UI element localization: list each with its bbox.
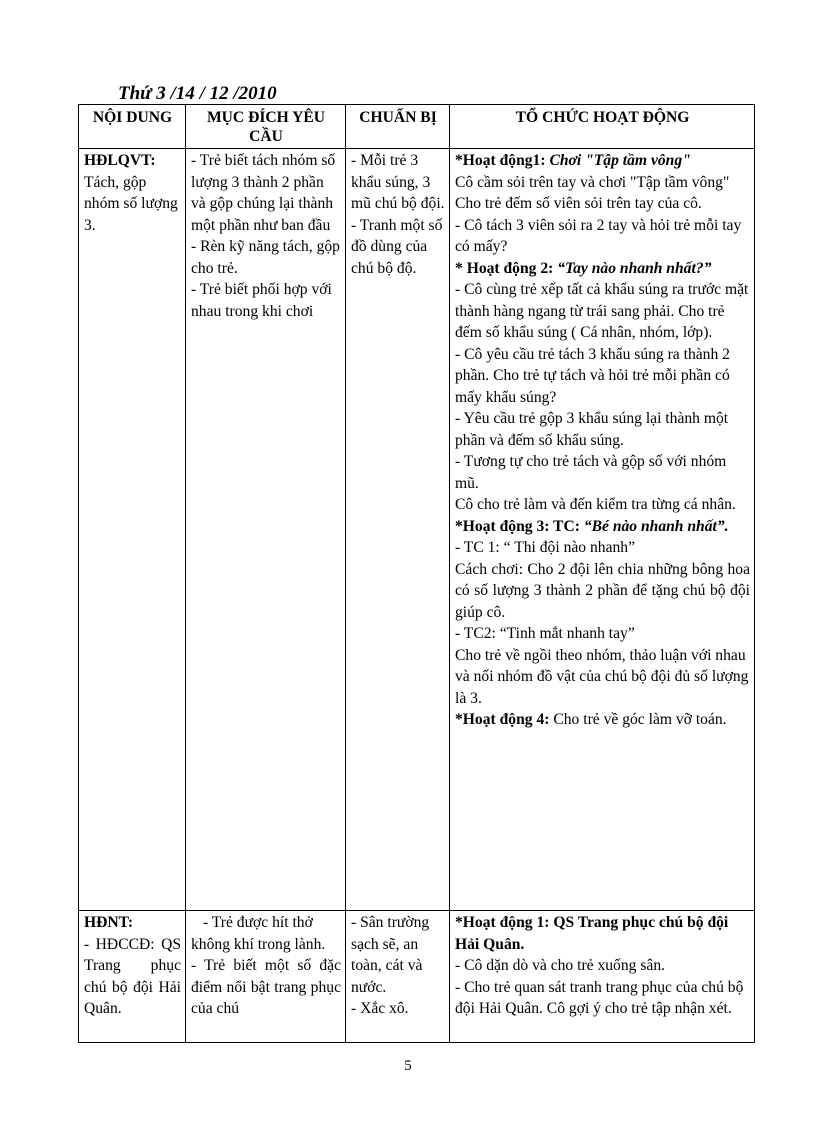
activity-plan-table <box>78 104 755 1043</box>
header-preparation: CHUẨN BỊ <box>346 105 450 149</box>
activity-paragraph: - Yêu cầu trẻ gộp 3 khẩu súng lại thành một phần và đếm số khẩu súng. <box>455 410 729 449</box>
row2-content-text: - HĐCCĐ: QS Trang phục chú bộ đội Hải Quân. <box>84 935 181 1017</box>
activity-paragraph: - Cô dặn dò và cho trẻ xuống sân. <box>455 957 666 974</box>
row2-activity1-title: : QS Trang phục chú bộ đội Hải Quân. <box>455 914 729 953</box>
activity-paragraph: Cô cho trẻ làm và đến kiểm tra từng cá nhân. <box>455 496 736 513</box>
row1-purpose-item: - Rèn kỹ năng tách, gộp cho trẻ. <box>191 238 340 277</box>
row2-prep-item: - Sân trường sạch sẽ, an toàn, cát và nước. <box>351 914 430 996</box>
activity2-title: “Tay nào nhanh nhất?” <box>557 259 712 277</box>
activity-paragraph: - TC2: “Tinh mắt nhanh tay” <box>455 625 635 642</box>
row2-purpose-item: - Trẻ được hít thở không khí trong lành. <box>191 914 326 953</box>
row1-content-cell <box>79 149 186 911</box>
row1-content-text: Tách, gộp nhóm số lượng 3. <box>84 173 178 234</box>
row2-prep-item: - Xắc xô. <box>351 1000 409 1017</box>
row2-activity1-label: *Hoạt động 1 <box>455 914 545 931</box>
row1-organization-cell <box>450 149 755 911</box>
activity1-label: *Hoạt động1: <box>455 152 550 169</box>
header-purpose: MỤC ĐÍCH YÊU CẦU <box>186 105 346 149</box>
activity4-label: *Hoạt động 4: <box>455 711 554 728</box>
row1-purpose-item: - Trẻ biết tách nhóm số lượng 3 thành 2 phần và gộp chúng lại thành một phần như ban đầu <box>191 152 336 234</box>
row2-prep-cell <box>346 911 450 1043</box>
activity2-label: * Hoạt động 2: <box>455 259 558 277</box>
row2-content-label: HĐNT: <box>84 914 134 931</box>
row1-purpose-item: - Trẻ biết phối hợp với nhau trong khi chơi <box>191 281 332 320</box>
activity-paragraph: - Cô yêu cầu trẻ tách 3 khẩu súng ra thành 2 phần. Cho trẻ tự tách và hỏi trẻ mỗi phần có mấy khẩu súng? <box>455 345 730 406</box>
table-header-row <box>79 105 755 149</box>
row1-prep-cell <box>346 149 450 911</box>
activity4-text: Cho trẻ về góc làm vỡ toán. <box>553 711 727 728</box>
header-content: NỘI DUNG <box>79 105 186 149</box>
activity-paragraph: Cho trẻ về ngồi theo nhóm, thảo luận với nhau và nối nhóm đồ vật của chú bộ đội đủ số lượng là 3. <box>455 646 749 707</box>
date-heading: Thứ 3 /14 / 12 /2010 <box>118 83 277 104</box>
activity-paragraph: - TC 1: “ Thi đội nào nhanh” <box>455 539 636 556</box>
row1-purpose-cell <box>186 149 346 911</box>
activity-paragraph: - Tương tự cho trẻ tách và gộp số với nhóm mũ. <box>455 453 727 492</box>
page-number: 5 <box>404 1058 412 1074</box>
header-organization: TỔ CHỨC HOẠT ĐỘNG <box>450 105 755 149</box>
table-row <box>79 149 755 911</box>
row2-purpose-item: - Trẻ biết một số đặc điểm nổi bật trang phục của chú <box>191 957 341 1017</box>
activity3-label: *Hoạt động 3: TC: <box>455 517 584 535</box>
activity-paragraph: Cô cầm sỏi trên tay và chơi "Tập tầm vông" Cho trẻ đếm số viên sỏi trên tay của cô. <box>455 173 730 212</box>
row2-purpose-cell <box>186 911 346 1043</box>
activity1-title: Chơi "Tập tầm vông" <box>549 152 691 169</box>
row1-prep-item: - Tranh một số đồ dùng của chú bộ độ. <box>351 216 443 277</box>
row1-content-label: HĐLQVT: <box>84 152 156 169</box>
row1-prep-item: - Mỗi trẻ 3 khẩu súng, 3 mũ chú bộ đội. <box>351 152 445 212</box>
activity3-title: “Bé nào nhanh nhất”. <box>583 517 729 535</box>
activity-paragraph: - Cô tách 3 viên sỏi ra 2 tay và hỏi trẻ mỗi tay có mấy? <box>455 216 742 255</box>
activity-paragraph: Cách chơi: Cho 2 đội lên chia những bông hoa có số lượng 3 thành 2 phần để tặng chú bộ đội giúp cô. <box>455 560 750 621</box>
table-row <box>79 911 755 1043</box>
activity-paragraph: - Cô cùng trẻ xếp tất cả khẩu súng ra trước mặt thành hàng ngang từ trái sang phải. Cho trẻ đếm số khẩu súng ( Cá nhân, nhóm, lớp). <box>455 281 749 341</box>
activity-paragraph: - Cho trẻ quan sát tranh trang phục của chú bộ đội Hải Quân. Cô gợi ý cho trẻ tập nhận xét. <box>455 978 744 1017</box>
row2-content-cell <box>79 911 186 1043</box>
row2-organization-cell <box>450 911 755 1043</box>
